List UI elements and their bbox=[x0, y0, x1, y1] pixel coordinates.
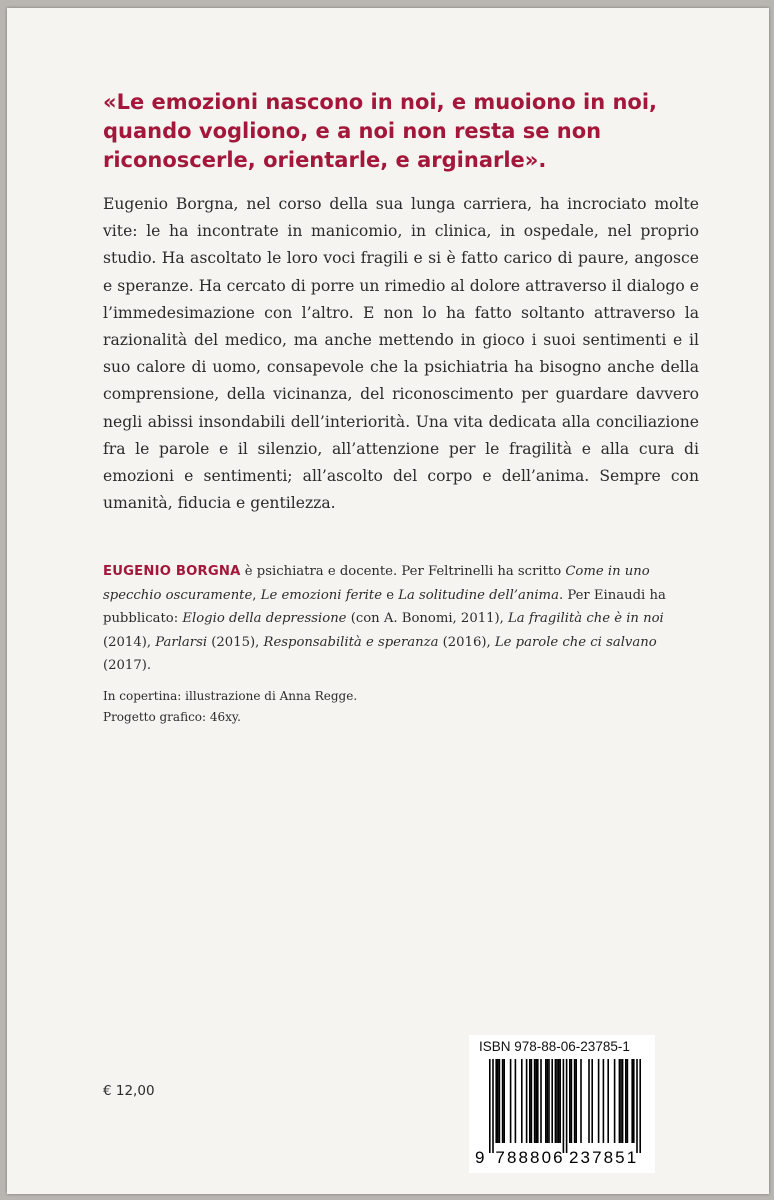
book-title: Parlarsi bbox=[155, 634, 208, 650]
book-title: Le emozioni ferite bbox=[260, 587, 383, 603]
barcode-bar bbox=[551, 1059, 553, 1143]
back-cover bbox=[7, 8, 769, 1194]
book-title: Le parole che ci salvano bbox=[494, 634, 657, 650]
ean-barcode bbox=[469, 1057, 655, 1173]
barcode-bar bbox=[503, 1059, 505, 1143]
barcode-bar bbox=[556, 1059, 558, 1143]
barcode-bar bbox=[627, 1059, 629, 1143]
barcode-bar bbox=[566, 1059, 568, 1153]
barcode-bar bbox=[531, 1059, 533, 1143]
barcode-bar bbox=[492, 1059, 494, 1153]
credits bbox=[103, 686, 603, 728]
barcode-bar bbox=[591, 1059, 593, 1143]
barcode-bar bbox=[502, 1059, 504, 1143]
barcode-bar bbox=[588, 1059, 590, 1143]
barcode-digits-right: 237851 bbox=[569, 1148, 637, 1167]
barcode-bar bbox=[545, 1059, 547, 1143]
barcode-bar bbox=[580, 1059, 582, 1143]
book-title: Responsabilità e speranza bbox=[263, 634, 439, 650]
barcode-bar bbox=[515, 1059, 517, 1143]
design-credit: Progetto grafico: 46xy. bbox=[103, 710, 241, 724]
barcode-bar bbox=[547, 1059, 549, 1143]
barcode-digit-first: 9 bbox=[475, 1148, 485, 1167]
barcode-bar bbox=[603, 1059, 605, 1143]
book-title: La fragilità che è in noi bbox=[508, 611, 664, 627]
barcode-bar bbox=[521, 1059, 523, 1143]
barcode-bar bbox=[607, 1059, 609, 1143]
barcode-bar bbox=[563, 1059, 565, 1153]
barcode-bar bbox=[499, 1059, 501, 1143]
barcode-bar bbox=[558, 1059, 560, 1143]
author-bio: EUGENIO BORGNA è psichiatra e docente. Per Feltrinelli ha scritto Come in uno specchio oscuramente, Le emozioni ferite e La solitudine dell’anima. Per Einaudi ha pubblicato: Elogio della depressione (con A. Bonomi, 2011), La fragilità che è in noi (2014), Parlarsi (2015), Responsabilità e speranza (2016), Le parole che ci salvano (2017). bbox=[103, 564, 666, 674]
barcode-bar bbox=[636, 1059, 638, 1153]
barcode-bar bbox=[622, 1059, 624, 1143]
barcode-bar bbox=[633, 1059, 635, 1143]
barcode-bar bbox=[510, 1059, 512, 1143]
book-title: Come in uno specchio oscuramente bbox=[103, 564, 650, 603]
book-description: Eugenio Borgna, nel corso della sua lunga carriera, ha incrociato molte vite: le ha incontrate in manicomio, in clinica, in ospedale, nel proprio studio. Ha ascoltato le loro voci fragili e si è fatto carico di paure, angosce e speranze. Ha cercato di porre un rimedio al dolore attraverso il dialogo e l’immedesimazione con l’altro. E non lo ha fatto soltanto attraverso la razionalità del medico, ma anche mettendo in gioco i suoi sentimenti e il suo calore di uomo, consapevole che la psichiatria ha bisogno anche della comprensione, della vicinanza, del riconoscimento per guardare davvero negli abissi insondabili dell’interiorità. Una vita dedicata alla conciliazione fra le parole e il silenzio, all’attenzione per le fragilità e alla cura di emozioni e sentimenti; all’ascolto del corpo e dell’anima. Sempre con umanità, fiducia e gentilezza. bbox=[103, 195, 699, 513]
book-title: Elogio della depressione bbox=[182, 611, 347, 627]
barcode-bar bbox=[598, 1059, 600, 1143]
barcode-bar bbox=[495, 1059, 497, 1143]
barcode-bar bbox=[540, 1059, 542, 1143]
barcode-bar bbox=[548, 1059, 550, 1143]
barcode-bar bbox=[614, 1059, 616, 1143]
pull-quote: «Le emozioni nascono in noi, e muoiono in noi, quando vogliono, e a noi non resta se non riconoscerle, orientarle, e arginarle». bbox=[103, 90, 658, 172]
barcode-bar bbox=[535, 1059, 537, 1143]
barcode-bar bbox=[537, 1059, 539, 1143]
barcode-bar bbox=[497, 1059, 499, 1143]
barcode-bar bbox=[631, 1059, 633, 1143]
barcode-bar bbox=[571, 1059, 573, 1143]
barcode-digits-left: 788806 bbox=[495, 1148, 563, 1167]
barcode-bar bbox=[489, 1059, 491, 1153]
barcode-bar bbox=[529, 1059, 531, 1143]
barcode-bar bbox=[555, 1059, 557, 1143]
barcode-bar bbox=[620, 1059, 622, 1143]
barcode-bar bbox=[526, 1059, 528, 1143]
barcode-bar bbox=[625, 1059, 627, 1143]
barcode-bar bbox=[559, 1059, 561, 1143]
barcode-bar bbox=[619, 1059, 621, 1143]
barcode-box bbox=[469, 1035, 655, 1173]
barcode-bar bbox=[534, 1059, 536, 1143]
isbn-label: ISBN 978-88-06-23785-1 bbox=[479, 1039, 630, 1054]
barcode-bar bbox=[574, 1059, 576, 1143]
barcode-bar bbox=[569, 1059, 571, 1143]
barcode-bar bbox=[639, 1059, 641, 1153]
cover-credit: In copertina: illustrazione di Anna Regge. bbox=[103, 689, 358, 703]
price-label: € 12,00 bbox=[103, 1083, 155, 1099]
author-name: EUGENIO BORGNA bbox=[103, 564, 241, 579]
book-title: La solitudine dell’anima bbox=[398, 587, 559, 603]
barcode-bar bbox=[575, 1059, 577, 1143]
